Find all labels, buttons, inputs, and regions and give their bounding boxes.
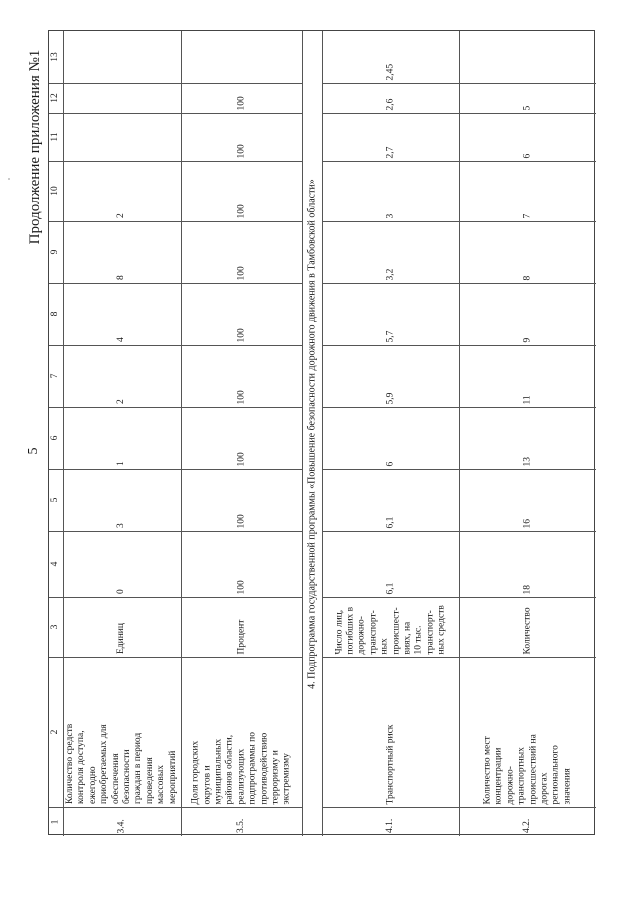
value-cell-col-10: 7 bbox=[521, 213, 532, 218]
column-rule bbox=[322, 807, 596, 808]
row-rule bbox=[302, 31, 303, 836]
unit-of-measure: Число лиц, погибших в дорожно- транспорт- ных происшест- виях, на 10 тыс. транспорт- ных средств bbox=[333, 604, 447, 654]
value-cell-col-13: 2,45 bbox=[384, 63, 395, 80]
value-cell-col-7: 2 bbox=[116, 399, 127, 404]
unit-of-measure: Единиц bbox=[116, 623, 127, 654]
value-cell-col-4: 18 bbox=[521, 584, 532, 594]
column-rule bbox=[322, 597, 596, 598]
value-cell-col-13 bbox=[183, 34, 300, 80]
column-header-6: 6 bbox=[50, 435, 61, 441]
column-rule bbox=[322, 161, 596, 162]
column-header-4: 4 bbox=[50, 561, 61, 567]
value-cell-col-8: 9 bbox=[521, 337, 532, 342]
value-cell-col-8: 5,7 bbox=[384, 330, 395, 342]
column-rule bbox=[49, 83, 302, 84]
column-rule bbox=[49, 161, 302, 162]
column-header-8: 8 bbox=[50, 311, 61, 317]
column-header-2: 2 bbox=[50, 729, 61, 735]
indicator-name: Транспортный риск bbox=[384, 724, 395, 804]
column-header-9: 9 bbox=[50, 249, 61, 255]
value-cell-col-11: 2,7 bbox=[384, 146, 395, 158]
row-number: 4.1. bbox=[384, 818, 395, 833]
column-rule bbox=[49, 407, 302, 408]
row-number: 3.4. bbox=[116, 818, 127, 833]
column-header-13: 13 bbox=[50, 52, 61, 62]
value-cell-col-9: 8 bbox=[116, 275, 127, 280]
column-rule bbox=[322, 469, 596, 470]
value-cell-col-5: 3 bbox=[116, 523, 127, 528]
subprogram-section-title: 4. Подпрограмма государственной программы «Повышение безопасности дорожного движения в Тамбовской области» bbox=[306, 178, 317, 689]
value-cell-col-6: 13 bbox=[521, 456, 532, 466]
column-rule bbox=[322, 345, 596, 346]
section-rule bbox=[322, 31, 323, 836]
column-header-12: 12 bbox=[50, 93, 61, 103]
value-cell-col-5: 6,1 bbox=[384, 516, 395, 528]
value-cell-col-4: 100 bbox=[235, 579, 246, 594]
row-number: 3.5. bbox=[235, 818, 246, 833]
value-cell-col-9: 3,2 bbox=[384, 268, 395, 280]
column-rule bbox=[49, 113, 302, 114]
column-rule bbox=[49, 345, 302, 346]
column-rule bbox=[49, 657, 302, 658]
column-header-7: 7 bbox=[50, 373, 61, 379]
value-cell-col-10: 100 bbox=[235, 203, 246, 218]
indicators-table bbox=[48, 30, 595, 835]
value-cell-col-4: 0 bbox=[116, 589, 127, 594]
column-header-10: 10 bbox=[50, 186, 61, 196]
column-rule bbox=[322, 407, 596, 408]
value-cell-col-6: 6 bbox=[384, 461, 395, 466]
value-cell-col-10: 2 bbox=[116, 213, 127, 218]
value-cell-col-13 bbox=[461, 34, 594, 80]
value-cell-col-9: 100 bbox=[235, 265, 246, 280]
value-cell-col-9: 8 bbox=[521, 275, 532, 280]
column-header-1: 1 bbox=[50, 819, 61, 824]
scan-speck bbox=[8, 178, 10, 180]
column-rule bbox=[322, 657, 596, 658]
value-cell-col-10: 3 bbox=[384, 213, 395, 218]
column-rule bbox=[322, 83, 596, 84]
value-cell-col-7: 100 bbox=[235, 389, 246, 404]
page-number: 5 bbox=[26, 447, 41, 455]
column-rule bbox=[49, 597, 302, 598]
column-rule bbox=[49, 283, 302, 284]
value-cell-col-7: 5,9 bbox=[384, 392, 395, 404]
value-cell-col-12: 5 bbox=[521, 105, 532, 110]
value-cell-col-12: 2,6 bbox=[384, 98, 395, 110]
value-cell-col-4: 6,1 bbox=[384, 582, 395, 594]
unit-of-measure: Количество bbox=[521, 606, 532, 654]
value-cell-col-6: 100 bbox=[235, 451, 246, 466]
value-cell-col-13 bbox=[65, 34, 179, 80]
indicator-name: Количество мест концентрации дорожно- транспортных происшествий на дорогах регионального значения bbox=[481, 733, 572, 804]
value-cell-col-12 bbox=[65, 86, 179, 110]
value-cell-col-11 bbox=[65, 116, 179, 158]
indicator-name: Доля городских округов и муниципальных районов области, реализующих подпрограммы по противодействию терроризму и экстремизму bbox=[190, 731, 292, 804]
appendix-continuation-title: Продолжение приложения №1 bbox=[27, 49, 43, 245]
value-cell-col-6: 1 bbox=[116, 461, 127, 466]
column-rule bbox=[322, 113, 596, 114]
value-cell-col-11: 6 bbox=[521, 153, 532, 158]
column-rule bbox=[49, 469, 302, 470]
value-cell-col-5: 100 bbox=[235, 513, 246, 528]
row-rule bbox=[181, 31, 182, 836]
value-cell-col-11: 100 bbox=[235, 143, 246, 158]
column-header-3: 3 bbox=[50, 624, 61, 630]
value-cell-col-12: 100 bbox=[235, 95, 246, 110]
column-rule bbox=[322, 283, 596, 284]
column-rule bbox=[49, 807, 302, 808]
unit-of-measure: Процент bbox=[235, 619, 246, 654]
value-cell-col-7: 11 bbox=[521, 394, 532, 404]
indicator-name: Количество средств контроля доступа, ежегодно приобретаемых для обеспечения безопасности граждан в период проведения массовых мероприятий bbox=[65, 723, 178, 804]
column-rule bbox=[322, 221, 596, 222]
column-header-5: 5 bbox=[50, 497, 61, 503]
column-header-11: 11 bbox=[50, 132, 61, 142]
column-rule bbox=[322, 531, 596, 532]
column-rule bbox=[49, 531, 302, 532]
row-number: 4.2. bbox=[521, 818, 532, 833]
column-rule bbox=[49, 221, 302, 222]
row-rule bbox=[459, 31, 460, 836]
value-cell-col-5: 16 bbox=[521, 518, 532, 528]
header-strip-rule bbox=[63, 31, 64, 836]
value-cell-col-8: 100 bbox=[235, 327, 246, 342]
value-cell-col-8: 4 bbox=[116, 337, 127, 342]
